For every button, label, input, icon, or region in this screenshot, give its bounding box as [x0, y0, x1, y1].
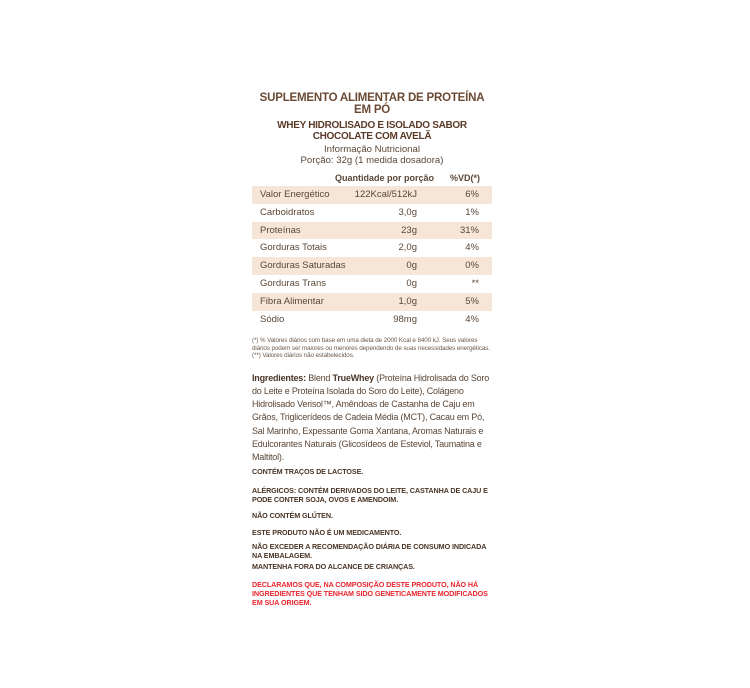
ingredients-text [252, 372, 492, 464]
notice-allergens: ALÉRGICOS: CONTÉM DERIVADOS DO LEITE, CASTANHA DE CAJU E PODE CONTER SOJA, OVOS E AMENDOIM. [252, 486, 488, 505]
nutrient-name: Gorduras Trans [260, 277, 326, 289]
notice-medicine: ESTE PRODUTO NÃO É UM MEDICAMENTO. [252, 528, 402, 538]
footnote: (*) % Valores diários com base em uma dieta de 2000 Kcal e 8400 kJ. Seus valores diários podem ser maiores ou menores dependendo de suas necessidades energéticas. (**) Valores diários não estabelecidos. [252, 337, 490, 360]
nutrient-vd: 1% [465, 206, 479, 218]
info-title: Informação Nutricional [324, 144, 420, 155]
col-quantity: Quantidade por porção [335, 173, 435, 183]
nutrient-name: Gorduras Totais [260, 242, 327, 254]
product-subtitle: WHEY HIDROLISADO E ISOLADO SABOR CHOCOLATE COM AVELÃ [277, 120, 467, 142]
table-row [252, 311, 492, 329]
nutrient-amount: 2,0g [398, 242, 417, 254]
nutrient-amount: 0g [406, 260, 417, 272]
col-vd: %VD(*) [450, 173, 481, 183]
notice-gmo: DECLARAMOS QUE, NA COMPOSIÇÃO DESTE PRODUTO, NÃO HÁ INGREDIENTES QUE TENHAM SIDO GENETICAMENTE MODIFICADOS EM SUA ORIGEM. [252, 580, 488, 608]
table-row [252, 186, 492, 204]
table-row [252, 257, 492, 275]
nutrient-name: Carboidratos [260, 206, 315, 218]
nutrient-name: Proteínas [260, 224, 301, 236]
ingredients-blend-prefix: Blend [305, 372, 333, 383]
ingredients-list: (Proteína Hidrolisada do Soro do Leite e Proteína Isolada do Soro do Leite), Colágeno Hidrolisado Verisol™, Amêndoas de Castanha de Caju em Grãos, Triglicerídeos de Cadeia Média (MCT), Cacau em Pó, Sal Marinho, Expessante Goma Xantana, Aromas Naturais e Edulcorantes Naturais (Glicosídeos de Esteviol, Taumatina e Maltitol). [252, 372, 490, 463]
nutrient-name: Valor Energético [260, 189, 330, 200]
notice-dosage: NÃO EXCEDER A RECOMENDAÇÃO DIÁRIA DE CONSUMO INDICADA NA EMBALAGEM. [252, 542, 487, 561]
nutrient-amount: 1,0g [398, 295, 417, 307]
nutrient-vd: 6% [465, 189, 479, 200]
table-row [252, 293, 492, 311]
nutrient-amount: 23g [401, 224, 417, 236]
nutrient-amount: 98mg [393, 313, 417, 325]
nutrient-amount: 122Kcal/512kJ [354, 189, 417, 200]
nutrient-amount: 3,0g [398, 206, 417, 218]
product-title: SUPLEMENTO ALIMENTAR DE PROTEÍNA EM PÓ [259, 92, 485, 116]
nutrition-table [252, 186, 492, 328]
notice-lactose: CONTÉM TRAÇOS DE LACTOSE. [252, 467, 364, 477]
nutrient-name: Sódio [260, 313, 285, 325]
nutrient-vd: 31% [459, 224, 479, 236]
nutrient-vd: 5% [465, 295, 479, 307]
nutrient-amount: 0g [406, 277, 417, 289]
table-row [252, 275, 492, 293]
table-header [252, 170, 492, 186]
ingredients-brand: TrueWhey [332, 372, 374, 383]
nutrient-name: Gorduras Saturadas [260, 260, 346, 272]
nutrient-vd: 4% [465, 313, 479, 325]
notice-children: MANTENHA FORA DO ALCANCE DE CRIANÇAS. [252, 562, 415, 572]
table-row [252, 239, 492, 257]
nutrition-label [252, 92, 492, 607]
table-row [252, 204, 492, 222]
portion-text: Porção: 32g (1 medida dosadora) [300, 154, 444, 166]
label-header [252, 92, 492, 166]
ingredients-label: Ingredientes: [252, 372, 306, 383]
table-row [252, 222, 492, 240]
nutrient-vd: 4% [465, 242, 479, 254]
nutrient-vd: ** [471, 277, 479, 289]
notice-gluten: NÃO CONTÉM GLÚTEN. [252, 511, 333, 521]
nutrient-name: Fibra Alimentar [260, 295, 324, 307]
nutrient-vd: 0% [465, 260, 479, 272]
